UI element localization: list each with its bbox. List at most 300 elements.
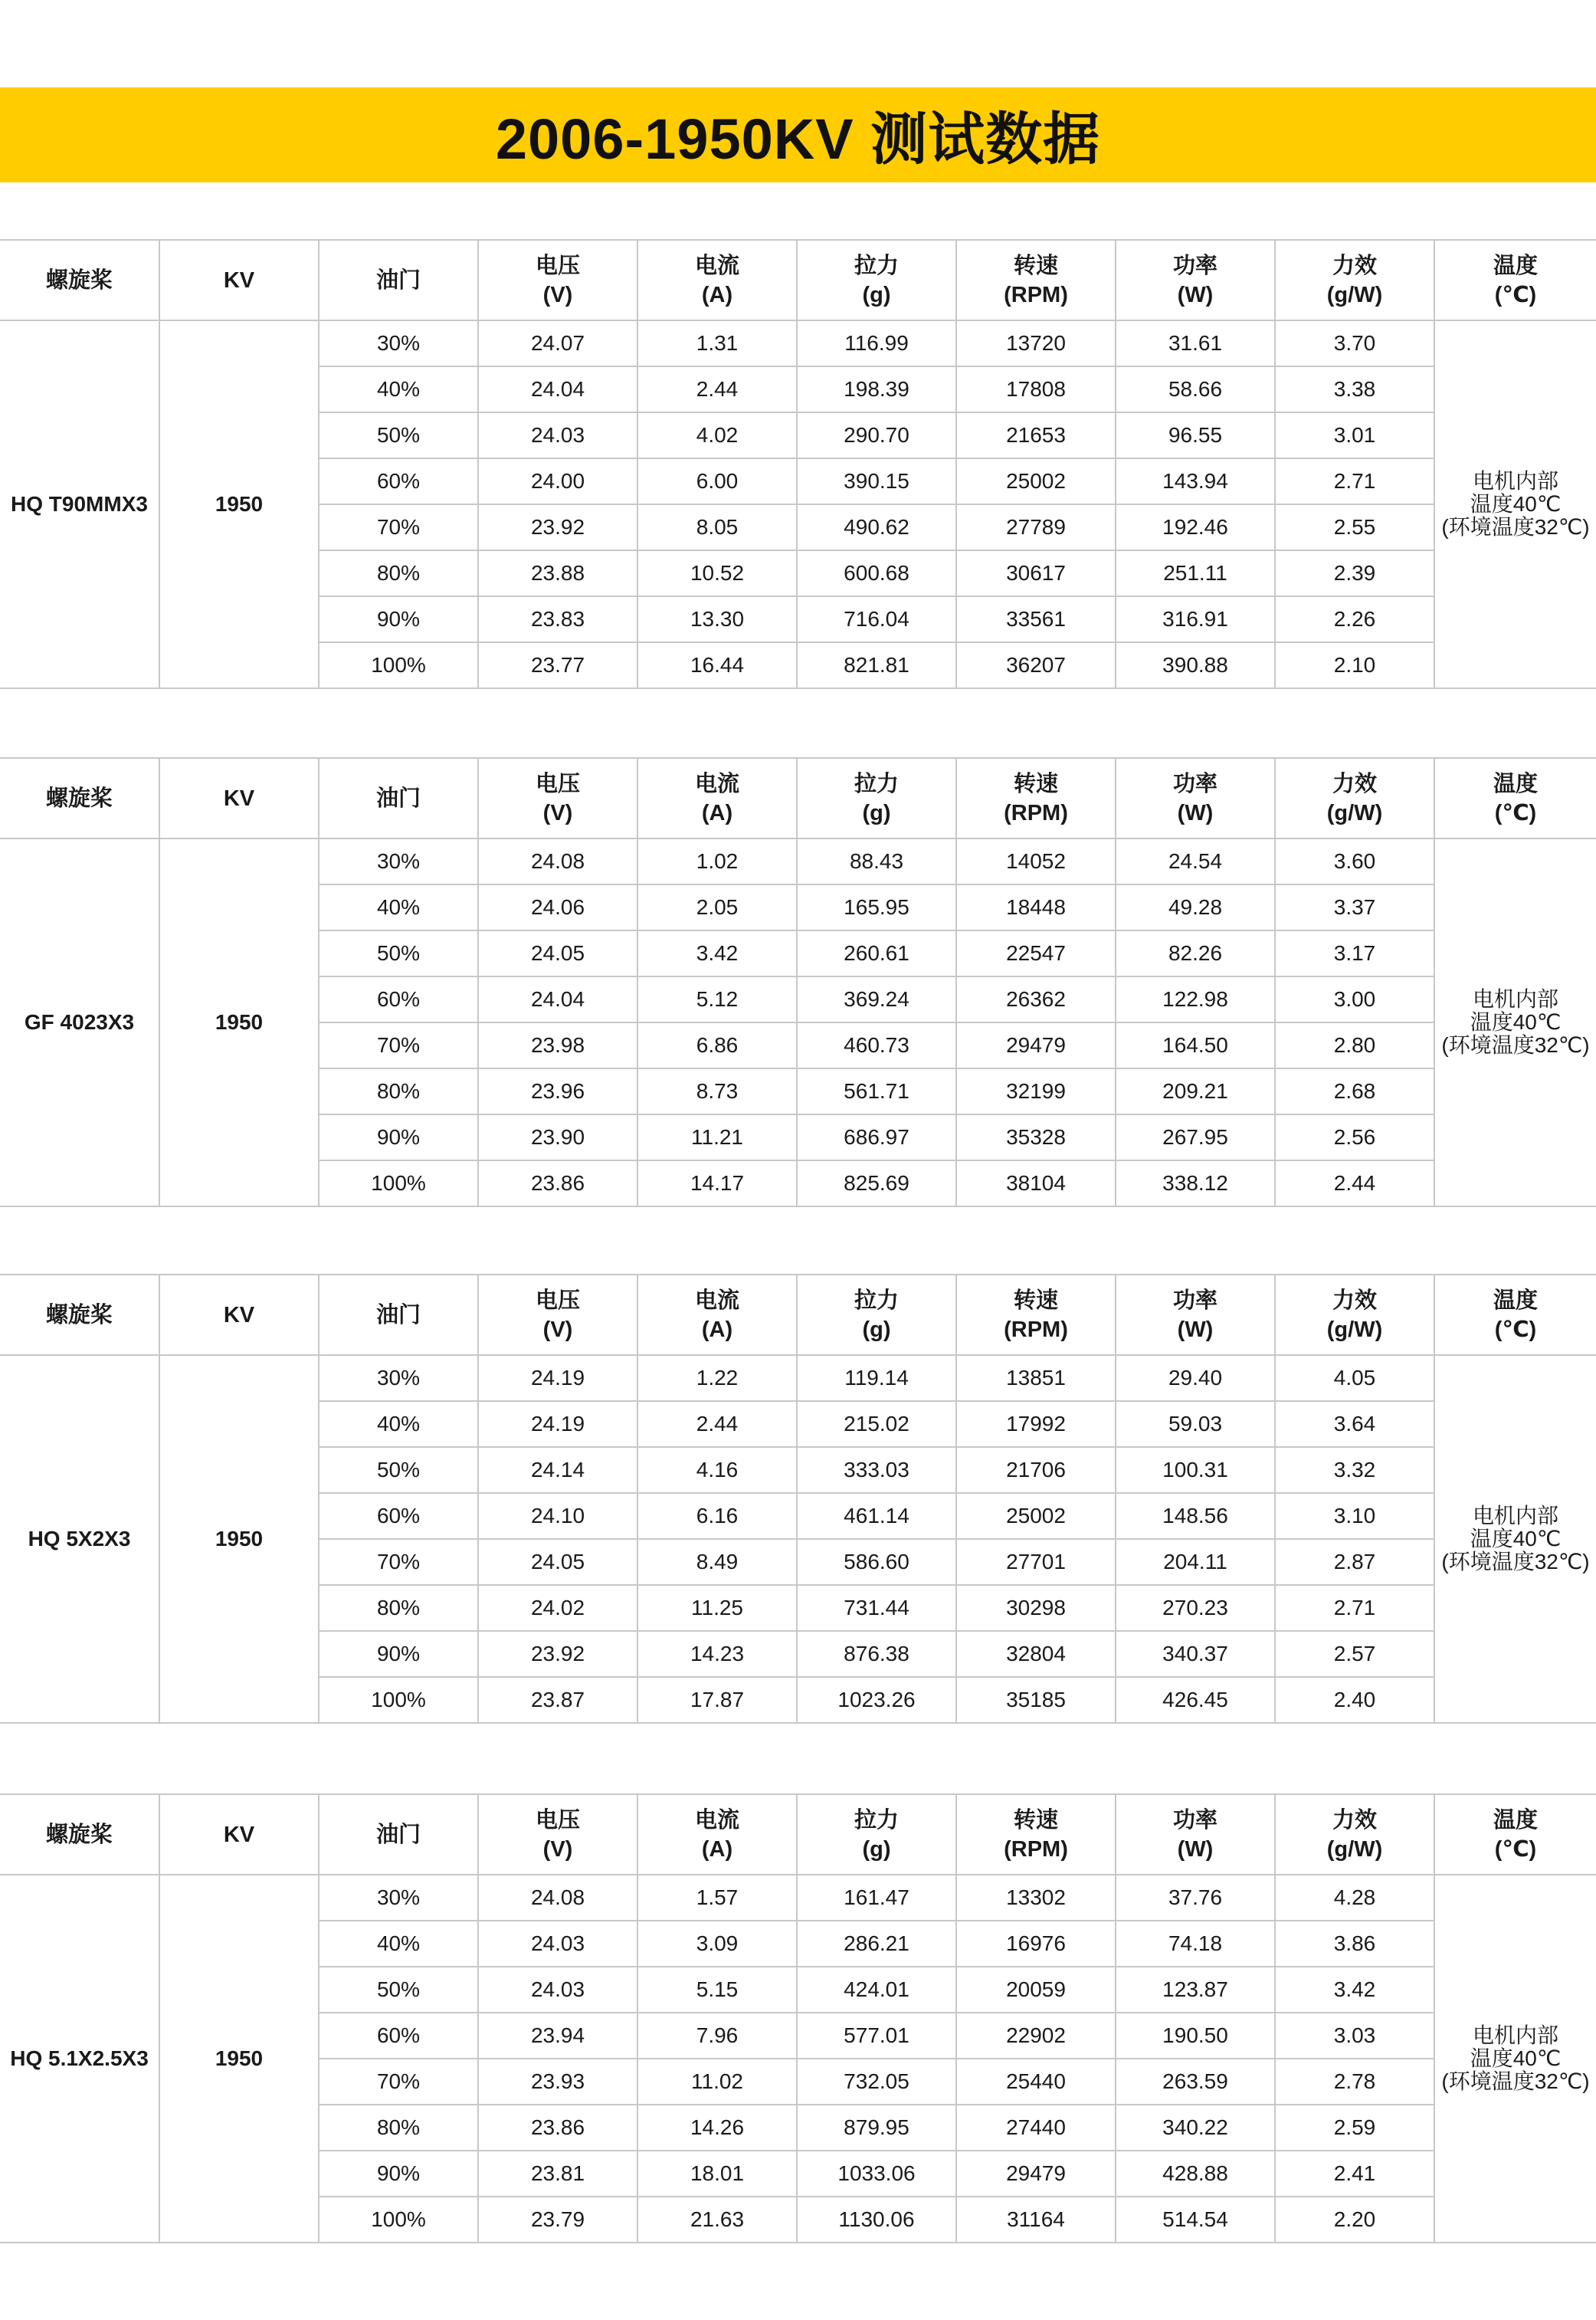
header-propeller xyxy=(0,1275,159,1355)
voltage-cell: 24.06 xyxy=(478,884,637,930)
power-cell: 514.54 xyxy=(1116,2197,1275,2243)
header-kv xyxy=(159,1794,319,1875)
rpm-cell: 25002 xyxy=(956,1493,1116,1539)
rpm-cell: 25440 xyxy=(956,2059,1116,2105)
throttle-cell: 40% xyxy=(319,366,478,412)
temperature-line: 电机内部 xyxy=(1472,2023,1558,2047)
rpm-cell: 29479 xyxy=(956,1022,1116,1068)
power-cell: 148.56 xyxy=(1116,1493,1275,1539)
efficiency-cell: 3.17 xyxy=(1275,930,1434,976)
header-efficiency-line: (g/W) xyxy=(1326,1836,1383,1862)
thrust-cell: 88.43 xyxy=(797,838,956,884)
efficiency-cell: 3.37 xyxy=(1275,884,1434,930)
throttle-cell: 40% xyxy=(319,884,478,930)
power-cell: 82.26 xyxy=(1116,930,1275,976)
voltage-cell: 23.90 xyxy=(478,1114,637,1160)
rpm-cell: 27789 xyxy=(956,504,1116,550)
power-cell: 192.46 xyxy=(1116,504,1275,550)
rpm-cell: 21653 xyxy=(956,412,1116,458)
rpm-cell: 17808 xyxy=(956,366,1116,412)
header-rpm xyxy=(956,758,1116,838)
thrust-cell: 215.02 xyxy=(797,1401,956,1447)
throttle-cell: 100% xyxy=(319,2197,478,2243)
header-propeller-line: 螺旋桨 xyxy=(45,786,113,811)
efficiency-cell: 4.28 xyxy=(1275,1875,1434,1921)
header-temperature xyxy=(1434,240,1596,320)
thrust-cell: 577.01 xyxy=(797,2013,956,2059)
kv-cell: 1950 xyxy=(159,1355,319,1723)
page-title: 2006-1950KV 测试数据 xyxy=(495,107,1101,171)
table-row xyxy=(0,1355,1596,1401)
header-current xyxy=(637,1794,797,1875)
header-thrust-line: 拉力 xyxy=(854,1288,899,1313)
temperature-line: (环境温度32℃) xyxy=(1441,2069,1590,2093)
temperature-line: 温度40℃ xyxy=(1470,2046,1562,2070)
header-rpm xyxy=(956,1794,1116,1875)
header-voltage-line: (V) xyxy=(542,282,573,307)
header-propeller xyxy=(0,1794,159,1875)
header-power-line: (W) xyxy=(1177,1836,1214,1862)
header-rpm xyxy=(956,240,1116,320)
current-cell: 6.16 xyxy=(637,1493,797,1539)
header-propeller-line: 螺旋桨 xyxy=(45,267,113,293)
header-propeller xyxy=(0,240,159,320)
efficiency-cell: 2.41 xyxy=(1275,2151,1434,2197)
voltage-cell: 23.88 xyxy=(478,550,637,596)
voltage-cell: 24.07 xyxy=(478,320,637,366)
kv-cell: 1950 xyxy=(159,1875,319,2243)
temperature-line: 温度40℃ xyxy=(1470,492,1562,516)
rpm-cell: 29479 xyxy=(956,2151,1116,2197)
rpm-cell: 20059 xyxy=(956,1967,1116,2013)
rpm-cell: 13720 xyxy=(956,320,1116,366)
power-cell: 263.59 xyxy=(1116,2059,1275,2105)
temperature-line: 电机内部 xyxy=(1472,1504,1558,1528)
header-efficiency xyxy=(1275,1794,1434,1875)
header-rpm-line: 转速 xyxy=(1013,1288,1058,1313)
header-rpm-line: (RPM) xyxy=(1004,1836,1068,1862)
throttle-cell: 50% xyxy=(319,1967,478,2013)
kv-cell: 1950 xyxy=(159,838,319,1206)
efficiency-cell: 3.60 xyxy=(1275,838,1434,884)
temperature-cell xyxy=(1434,838,1596,1206)
power-cell: 100.31 xyxy=(1116,1447,1275,1493)
header-temperature-line: 温度 xyxy=(1493,771,1538,796)
thrust-cell: 879.95 xyxy=(797,2105,956,2151)
header-rpm-line: (RPM) xyxy=(1004,1317,1068,1342)
power-cell: 428.88 xyxy=(1116,2151,1275,2197)
voltage-cell: 23.79 xyxy=(478,2197,637,2243)
current-cell: 6.86 xyxy=(637,1022,797,1068)
power-cell: 338.12 xyxy=(1116,1160,1275,1206)
header-temperature-line: 温度 xyxy=(1493,1807,1538,1833)
thrust-cell: 600.68 xyxy=(797,550,956,596)
header-propeller-line: 螺旋桨 xyxy=(45,1302,113,1327)
temperature-line: (环境温度32℃) xyxy=(1441,515,1590,539)
power-cell: 204.11 xyxy=(1116,1539,1275,1585)
current-cell: 14.17 xyxy=(637,1160,797,1206)
rpm-cell: 26362 xyxy=(956,976,1116,1022)
rpm-cell: 22902 xyxy=(956,2013,1116,2059)
title-banner xyxy=(0,87,1596,182)
thrust-cell: 390.15 xyxy=(797,458,956,504)
power-cell: 29.40 xyxy=(1116,1355,1275,1401)
rpm-cell: 36207 xyxy=(956,642,1116,688)
efficiency-cell: 2.20 xyxy=(1275,2197,1434,2243)
throttle-cell: 80% xyxy=(319,1585,478,1631)
efficiency-cell: 2.40 xyxy=(1275,1677,1434,1723)
rpm-cell: 30298 xyxy=(956,1585,1116,1631)
header-power-line: (W) xyxy=(1177,1317,1214,1342)
efficiency-cell: 3.70 xyxy=(1275,320,1434,366)
thrust-cell: 260.61 xyxy=(797,930,956,976)
voltage-cell: 23.81 xyxy=(478,2151,637,2197)
header-voltage xyxy=(478,240,637,320)
current-cell: 8.73 xyxy=(637,1068,797,1114)
propeller-cell: HQ 5.1X2.5X3 xyxy=(0,1875,159,2243)
rpm-cell: 35185 xyxy=(956,1677,1116,1723)
header-rpm xyxy=(956,1275,1116,1355)
header-voltage-line: (V) xyxy=(542,800,573,825)
header-thrust-line: 拉力 xyxy=(854,771,899,796)
propeller-cell: HQ T90MMX3 xyxy=(0,320,159,688)
table-header-row xyxy=(0,758,1596,838)
header-efficiency-line: (g/W) xyxy=(1326,1317,1383,1342)
table-row xyxy=(0,838,1596,884)
efficiency-cell: 2.59 xyxy=(1275,2105,1434,2151)
header-power xyxy=(1116,758,1275,838)
voltage-cell: 24.19 xyxy=(478,1355,637,1401)
header-power xyxy=(1116,240,1275,320)
thrust-cell: 821.81 xyxy=(797,642,956,688)
header-current-line: 电流 xyxy=(694,1807,739,1833)
header-thrust-line: 拉力 xyxy=(854,1807,899,1833)
throttle-cell: 60% xyxy=(319,1493,478,1539)
header-voltage-line: (V) xyxy=(542,1317,573,1342)
table-header-row xyxy=(0,240,1596,320)
header-current-line: 电流 xyxy=(694,771,739,796)
voltage-cell: 23.96 xyxy=(478,1068,637,1114)
throttle-cell: 60% xyxy=(319,976,478,1022)
header-thrust-line: 拉力 xyxy=(854,253,899,278)
propeller-cell: GF 4023X3 xyxy=(0,838,159,1206)
throttle-cell: 90% xyxy=(319,2151,478,2197)
throttle-cell: 80% xyxy=(319,2105,478,2151)
efficiency-cell: 2.71 xyxy=(1275,458,1434,504)
table-row xyxy=(0,320,1596,366)
voltage-cell: 24.03 xyxy=(478,1967,637,2013)
efficiency-cell: 2.78 xyxy=(1275,2059,1434,2105)
power-cell: 24.54 xyxy=(1116,838,1275,884)
temperature-line: 温度40℃ xyxy=(1470,1527,1562,1550)
efficiency-cell: 3.42 xyxy=(1275,1967,1434,2013)
rpm-cell: 27701 xyxy=(956,1539,1116,1585)
voltage-cell: 24.19 xyxy=(478,1401,637,1447)
throttle-cell: 90% xyxy=(319,596,478,642)
header-kv xyxy=(159,240,319,320)
thrust-cell: 686.97 xyxy=(797,1114,956,1160)
voltage-cell: 23.98 xyxy=(478,1022,637,1068)
header-current-line: 电流 xyxy=(694,1288,739,1313)
header-efficiency-line: 力效 xyxy=(1332,1807,1377,1833)
efficiency-cell: 2.26 xyxy=(1275,596,1434,642)
header-voltage-line: 电压 xyxy=(535,253,580,278)
rpm-cell: 33561 xyxy=(956,596,1116,642)
rpm-cell: 16976 xyxy=(956,1921,1116,1967)
rpm-cell: 30617 xyxy=(956,550,1116,596)
current-cell: 5.12 xyxy=(637,976,797,1022)
header-thrust-line: (g) xyxy=(862,800,891,825)
throttle-cell: 70% xyxy=(319,504,478,550)
throttle-cell: 100% xyxy=(319,642,478,688)
header-throttle-line: 油门 xyxy=(375,1822,421,1847)
header-current-line: (A) xyxy=(701,800,733,825)
voltage-cell: 23.94 xyxy=(478,2013,637,2059)
temperature-line: (环境温度32℃) xyxy=(1441,1033,1590,1057)
efficiency-cell: 3.01 xyxy=(1275,412,1434,458)
power-cell: 426.45 xyxy=(1116,1677,1275,1723)
voltage-cell: 23.92 xyxy=(478,504,637,550)
header-temperature-line: (℃) xyxy=(1494,800,1537,825)
header-temperature xyxy=(1434,758,1596,838)
current-cell: 13.30 xyxy=(637,596,797,642)
throttle-cell: 40% xyxy=(319,1921,478,1967)
voltage-cell: 24.08 xyxy=(478,1875,637,1921)
rpm-cell: 13302 xyxy=(956,1875,1116,1921)
current-cell: 4.02 xyxy=(637,412,797,458)
header-thrust xyxy=(797,240,956,320)
efficiency-cell: 2.56 xyxy=(1275,1114,1434,1160)
current-cell: 16.44 xyxy=(637,642,797,688)
header-rpm-line: (RPM) xyxy=(1004,800,1068,825)
header-current-line: 电流 xyxy=(694,253,739,278)
efficiency-cell: 2.39 xyxy=(1275,550,1434,596)
current-cell: 21.63 xyxy=(637,2197,797,2243)
rpm-cell: 35328 xyxy=(956,1114,1116,1160)
rpm-cell: 13851 xyxy=(956,1355,1116,1401)
efficiency-cell: 2.55 xyxy=(1275,504,1434,550)
throttle-cell: 30% xyxy=(319,838,478,884)
thrust-cell: 825.69 xyxy=(797,1160,956,1206)
thrust-cell: 333.03 xyxy=(797,1447,956,1493)
voltage-cell: 24.03 xyxy=(478,1921,637,1967)
throttle-cell: 60% xyxy=(319,2013,478,2059)
efficiency-cell: 2.57 xyxy=(1275,1631,1434,1677)
throttle-cell: 90% xyxy=(319,1631,478,1677)
voltage-cell: 24.08 xyxy=(478,838,637,884)
current-cell: 7.96 xyxy=(637,2013,797,2059)
header-current-line: (A) xyxy=(701,1836,733,1862)
current-cell: 8.05 xyxy=(637,504,797,550)
header-voltage-line: 电压 xyxy=(535,1807,580,1833)
header-voltage-line: 电压 xyxy=(535,1288,580,1313)
throttle-cell: 100% xyxy=(319,1160,478,1206)
thrust-cell: 290.70 xyxy=(797,412,956,458)
table-header-row xyxy=(0,1794,1596,1875)
rpm-cell: 38104 xyxy=(956,1160,1116,1206)
rpm-cell: 18448 xyxy=(956,884,1116,930)
temperature-cell xyxy=(1434,1875,1596,2243)
kv-cell: 1950 xyxy=(159,320,319,688)
throttle-cell: 80% xyxy=(319,1068,478,1114)
header-current xyxy=(637,240,797,320)
voltage-cell: 24.14 xyxy=(478,1447,637,1493)
power-cell: 96.55 xyxy=(1116,412,1275,458)
throttle-cell: 80% xyxy=(319,550,478,596)
data-table-4 xyxy=(0,1793,1596,2243)
current-cell: 11.02 xyxy=(637,2059,797,2105)
header-efficiency-line: 力效 xyxy=(1332,771,1377,796)
thrust-cell: 586.60 xyxy=(797,1539,956,1585)
power-cell: 316.91 xyxy=(1116,596,1275,642)
throttle-cell: 40% xyxy=(319,1401,478,1447)
current-cell: 18.01 xyxy=(637,2151,797,2197)
power-cell: 37.76 xyxy=(1116,1875,1275,1921)
header-efficiency-line: 力效 xyxy=(1332,253,1377,278)
thrust-cell: 876.38 xyxy=(797,1631,956,1677)
current-cell: 2.44 xyxy=(637,1401,797,1447)
throttle-cell: 50% xyxy=(319,1447,478,1493)
voltage-cell: 23.83 xyxy=(478,596,637,642)
voltage-cell: 23.87 xyxy=(478,1677,637,1723)
header-rpm-line: 转速 xyxy=(1013,771,1058,796)
header-thrust xyxy=(797,1275,956,1355)
header-propeller xyxy=(0,758,159,838)
header-efficiency-line: 力效 xyxy=(1332,1288,1377,1313)
header-current-line: (A) xyxy=(701,1317,733,1342)
efficiency-cell: 3.64 xyxy=(1275,1401,1434,1447)
thrust-cell: 716.04 xyxy=(797,596,956,642)
header-rpm-line: 转速 xyxy=(1013,1807,1058,1833)
rpm-cell: 27440 xyxy=(956,2105,1116,2151)
voltage-cell: 24.02 xyxy=(478,1585,637,1631)
header-temperature-line: 温度 xyxy=(1493,253,1538,278)
current-cell: 14.26 xyxy=(637,2105,797,2151)
data-table-2 xyxy=(0,757,1596,1207)
header-power-line: 功率 xyxy=(1172,1288,1217,1313)
temperature-line: (环境温度32℃) xyxy=(1441,1550,1590,1573)
header-efficiency xyxy=(1275,758,1434,838)
power-cell: 49.28 xyxy=(1116,884,1275,930)
current-cell: 1.02 xyxy=(637,838,797,884)
header-kv xyxy=(159,1275,319,1355)
header-kv-line: KV xyxy=(223,1302,255,1327)
voltage-cell: 23.77 xyxy=(478,642,637,688)
power-cell: 123.87 xyxy=(1116,1967,1275,2013)
header-thrust xyxy=(797,758,956,838)
header-voltage xyxy=(478,1794,637,1875)
thrust-cell: 119.14 xyxy=(797,1355,956,1401)
thrust-cell: 286.21 xyxy=(797,1921,956,1967)
rpm-cell: 25002 xyxy=(956,458,1116,504)
temperature-line: 温度40℃ xyxy=(1470,1010,1562,1034)
temperature-line: 电机内部 xyxy=(1472,469,1558,493)
header-temperature-line: (℃) xyxy=(1494,1317,1537,1342)
header-throttle-line: 油门 xyxy=(375,786,421,811)
efficiency-cell: 2.71 xyxy=(1275,1585,1434,1631)
power-cell: 74.18 xyxy=(1116,1921,1275,1967)
voltage-cell: 24.04 xyxy=(478,366,637,412)
rpm-cell: 22547 xyxy=(956,930,1116,976)
thrust-cell: 461.14 xyxy=(797,1493,956,1539)
efficiency-cell: 3.00 xyxy=(1275,976,1434,1022)
throttle-cell: 50% xyxy=(319,412,478,458)
header-rpm-line: 转速 xyxy=(1013,253,1058,278)
current-cell: 8.49 xyxy=(637,1539,797,1585)
header-power-line: 功率 xyxy=(1172,1807,1217,1833)
voltage-cell: 24.04 xyxy=(478,976,637,1022)
current-cell: 3.09 xyxy=(637,1921,797,1967)
voltage-cell: 23.86 xyxy=(478,1160,637,1206)
power-cell: 270.23 xyxy=(1116,1585,1275,1631)
power-cell: 390.88 xyxy=(1116,642,1275,688)
current-cell: 17.87 xyxy=(637,1677,797,1723)
thrust-cell: 732.05 xyxy=(797,2059,956,2105)
power-cell: 251.11 xyxy=(1116,550,1275,596)
temperature-line: 电机内部 xyxy=(1472,987,1558,1011)
header-voltage-line: (V) xyxy=(542,1836,573,1862)
rpm-cell: 17992 xyxy=(956,1401,1116,1447)
header-throttle-line: 油门 xyxy=(375,267,421,293)
thrust-cell: 165.95 xyxy=(797,884,956,930)
throttle-cell: 50% xyxy=(319,930,478,976)
temperature-cell xyxy=(1434,320,1596,688)
header-power xyxy=(1116,1275,1275,1355)
rpm-cell: 32199 xyxy=(956,1068,1116,1114)
header-temperature-line: 温度 xyxy=(1493,1288,1538,1313)
header-rpm-line: (RPM) xyxy=(1004,282,1068,307)
power-cell: 190.50 xyxy=(1116,2013,1275,2059)
header-thrust-line: (g) xyxy=(862,1317,891,1342)
thrust-cell: 1023.26 xyxy=(797,1677,956,1723)
current-cell: 3.42 xyxy=(637,930,797,976)
header-kv-line: KV xyxy=(223,1822,255,1847)
current-cell: 1.31 xyxy=(637,320,797,366)
header-voltage xyxy=(478,758,637,838)
current-cell: 6.00 xyxy=(637,458,797,504)
efficiency-cell: 3.86 xyxy=(1275,1921,1434,1967)
header-efficiency xyxy=(1275,240,1434,320)
thrust-cell: 161.47 xyxy=(797,1875,956,1921)
efficiency-cell: 3.38 xyxy=(1275,366,1434,412)
power-cell: 340.37 xyxy=(1116,1631,1275,1677)
header-current xyxy=(637,758,797,838)
header-kv xyxy=(159,758,319,838)
rpm-cell: 21706 xyxy=(956,1447,1116,1493)
efficiency-cell: 2.10 xyxy=(1275,642,1434,688)
thrust-cell: 460.73 xyxy=(797,1022,956,1068)
throttle-cell: 70% xyxy=(319,1022,478,1068)
power-cell: 267.95 xyxy=(1116,1114,1275,1160)
header-voltage xyxy=(478,1275,637,1355)
current-cell: 1.57 xyxy=(637,1875,797,1921)
power-cell: 122.98 xyxy=(1116,976,1275,1022)
efficiency-cell: 2.44 xyxy=(1275,1160,1434,1206)
header-thrust-line: (g) xyxy=(862,282,891,307)
current-cell: 11.21 xyxy=(637,1114,797,1160)
rpm-cell: 32804 xyxy=(956,1631,1116,1677)
header-efficiency-line: (g/W) xyxy=(1326,282,1383,307)
voltage-cell: 23.93 xyxy=(478,2059,637,2105)
throttle-cell: 100% xyxy=(319,1677,478,1723)
voltage-cell: 24.05 xyxy=(478,1539,637,1585)
voltage-cell: 24.03 xyxy=(478,412,637,458)
temperature-cell xyxy=(1434,1355,1596,1723)
voltage-cell: 24.00 xyxy=(478,458,637,504)
current-cell: 14.23 xyxy=(637,1631,797,1677)
efficiency-cell: 2.68 xyxy=(1275,1068,1434,1114)
thrust-cell: 369.24 xyxy=(797,976,956,1022)
